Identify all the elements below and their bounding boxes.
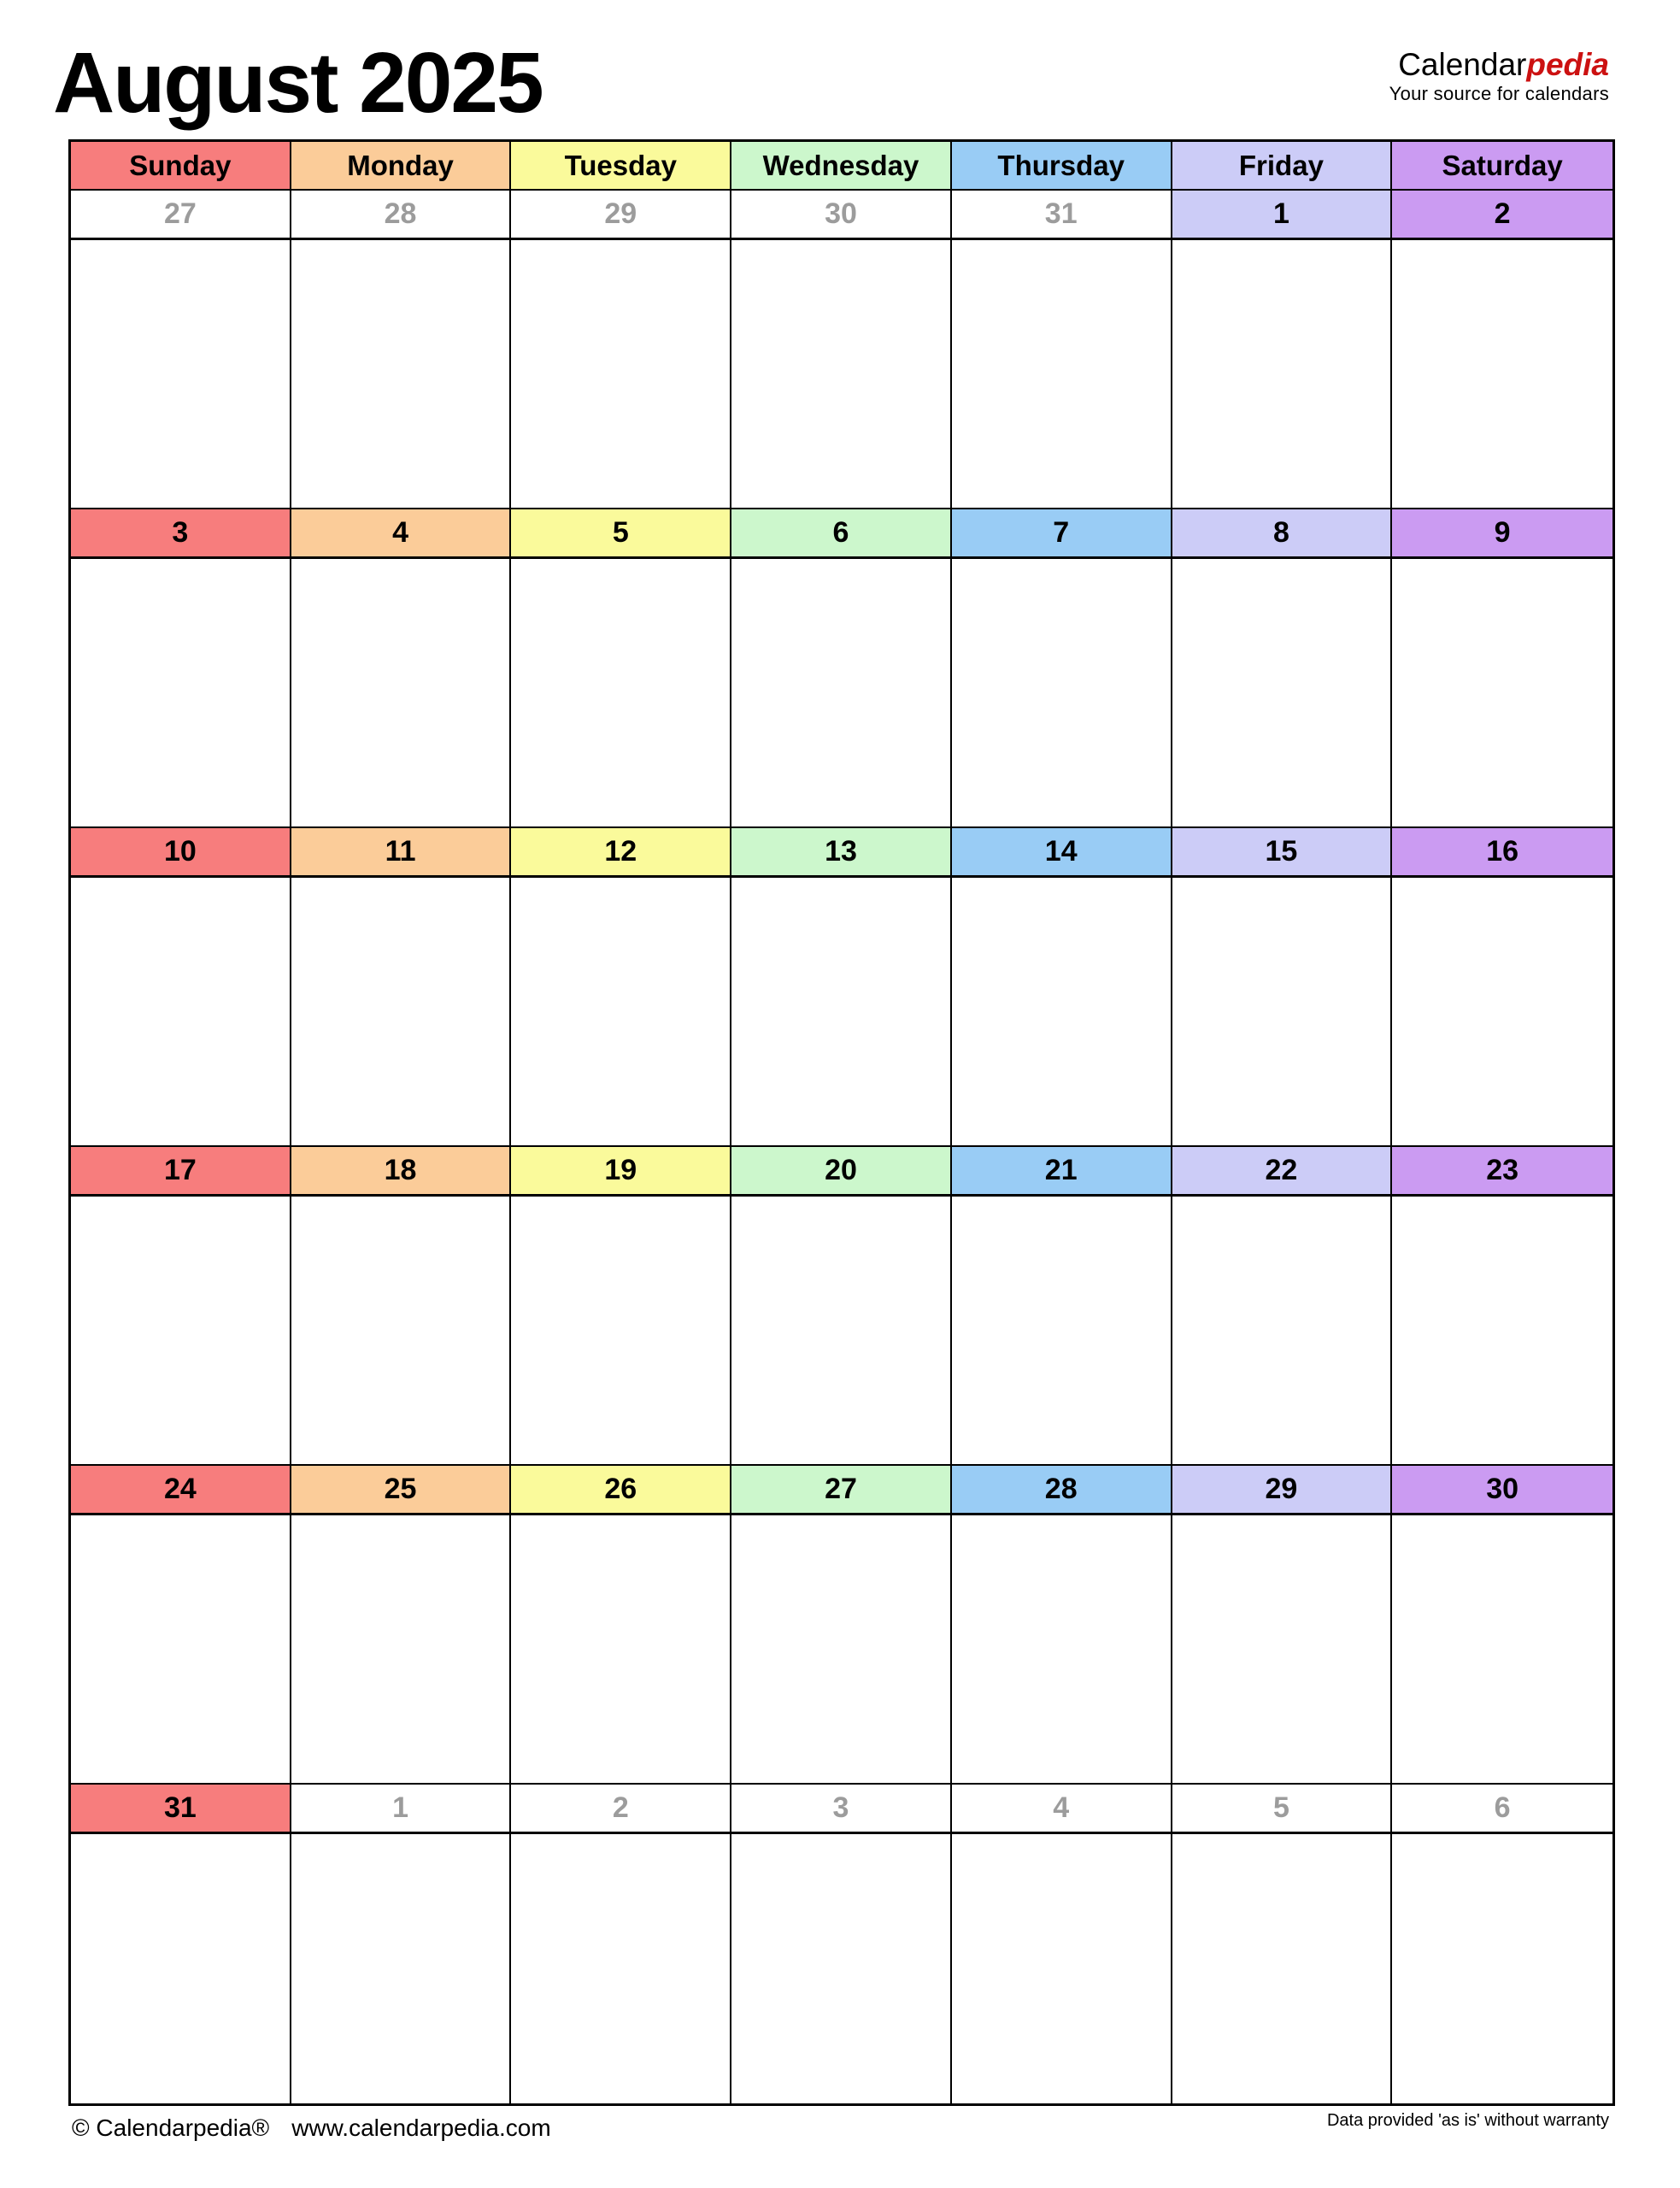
calendarpedia-logo bbox=[1389, 48, 1609, 104]
date-cell: 14 bbox=[952, 828, 1172, 878]
date-cell: 29 bbox=[511, 191, 731, 240]
footer-website: www.calendarpedia.com bbox=[291, 2114, 551, 2141]
notes-cell bbox=[291, 559, 512, 828]
weekday-header-monday: Monday bbox=[291, 142, 512, 191]
footer-disclaimer: Data provided 'as is' without warranty bbox=[1326, 2111, 1609, 2130]
date-cell: 7 bbox=[952, 509, 1172, 559]
notes-cell bbox=[511, 559, 731, 828]
notes-cell bbox=[511, 878, 731, 1147]
notes-cell bbox=[731, 1834, 952, 2103]
notes-cell bbox=[1392, 240, 1612, 509]
date-cell: 5 bbox=[511, 509, 731, 559]
notes-cell bbox=[952, 878, 1172, 1147]
date-cell: 26 bbox=[511, 1466, 731, 1515]
date-cell: 24 bbox=[71, 1466, 291, 1515]
notes-cell bbox=[1392, 878, 1612, 1147]
date-cell: 20 bbox=[731, 1147, 952, 1197]
notes-cell bbox=[511, 240, 731, 509]
date-cell: 28 bbox=[291, 191, 512, 240]
notes-cell bbox=[511, 1834, 731, 2103]
date-cell: 4 bbox=[952, 1785, 1172, 1834]
date-cell: 5 bbox=[1172, 1785, 1393, 1834]
notes-cell bbox=[952, 559, 1172, 828]
date-cell: 18 bbox=[291, 1147, 512, 1197]
notes-cell bbox=[291, 1515, 512, 1785]
notes-cell bbox=[952, 240, 1172, 509]
date-cell: 25 bbox=[291, 1466, 512, 1515]
notes-cell bbox=[731, 240, 952, 509]
notes-cell bbox=[1392, 559, 1612, 828]
notes-cell bbox=[291, 1197, 512, 1466]
notes-cell bbox=[71, 1515, 291, 1785]
notes-cell bbox=[1172, 1197, 1393, 1466]
date-cell: 31 bbox=[952, 191, 1172, 240]
weekday-header-wednesday: Wednesday bbox=[731, 142, 952, 191]
date-cell: 17 bbox=[71, 1147, 291, 1197]
notes-cell bbox=[952, 1834, 1172, 2103]
notes-cell bbox=[1172, 1834, 1393, 2103]
date-cell: 4 bbox=[291, 509, 512, 559]
date-cell: 9 bbox=[1392, 509, 1612, 559]
notes-cell bbox=[731, 878, 952, 1147]
notes-cell bbox=[1172, 240, 1393, 509]
date-cell: 30 bbox=[1392, 1466, 1612, 1515]
notes-cell bbox=[291, 878, 512, 1147]
calendar-grid bbox=[68, 139, 1615, 2106]
notes-cell bbox=[1172, 878, 1393, 1147]
footer-credit bbox=[72, 2114, 551, 2142]
weekday-header-tuesday: Tuesday bbox=[511, 142, 731, 191]
notes-cell bbox=[1392, 1834, 1612, 2103]
date-cell: 23 bbox=[1392, 1147, 1612, 1197]
notes-cell bbox=[71, 1834, 291, 2103]
notes-cell bbox=[1392, 1515, 1612, 1785]
date-cell: 2 bbox=[511, 1785, 731, 1834]
date-cell: 6 bbox=[731, 509, 952, 559]
logo-brand-red: pedia bbox=[1526, 47, 1609, 82]
weekday-header-sunday: Sunday bbox=[71, 142, 291, 191]
date-cell: 29 bbox=[1172, 1466, 1393, 1515]
notes-cell bbox=[71, 878, 291, 1147]
notes-cell bbox=[1392, 1197, 1612, 1466]
logo-brand-black: Calendar bbox=[1398, 47, 1527, 82]
notes-cell bbox=[71, 559, 291, 828]
notes-cell bbox=[731, 1197, 952, 1466]
date-cell: 3 bbox=[71, 509, 291, 559]
notes-cell bbox=[71, 1197, 291, 1466]
date-cell: 8 bbox=[1172, 509, 1393, 559]
notes-cell bbox=[511, 1515, 731, 1785]
notes-cell bbox=[291, 1834, 512, 2103]
date-cell: 6 bbox=[1392, 1785, 1612, 1834]
date-cell: 27 bbox=[731, 1466, 952, 1515]
notes-cell bbox=[291, 240, 512, 509]
notes-cell bbox=[1172, 559, 1393, 828]
notes-cell bbox=[1172, 1515, 1393, 1785]
notes-cell bbox=[71, 240, 291, 509]
page-title: August 2025 bbox=[53, 35, 543, 131]
notes-cell bbox=[731, 559, 952, 828]
footer-copyright: © Calendarpedia® bbox=[72, 2114, 270, 2141]
date-cell: 19 bbox=[511, 1147, 731, 1197]
date-cell: 2 bbox=[1392, 191, 1612, 240]
weekday-header-friday: Friday bbox=[1172, 142, 1393, 191]
weekday-header-thursday: Thursday bbox=[952, 142, 1172, 191]
notes-cell bbox=[731, 1515, 952, 1785]
date-cell: 28 bbox=[952, 1466, 1172, 1515]
date-cell: 22 bbox=[1172, 1147, 1393, 1197]
date-cell: 27 bbox=[71, 191, 291, 240]
notes-cell bbox=[952, 1515, 1172, 1785]
date-cell: 12 bbox=[511, 828, 731, 878]
date-cell: 16 bbox=[1392, 828, 1612, 878]
date-cell: 13 bbox=[731, 828, 952, 878]
date-cell: 10 bbox=[71, 828, 291, 878]
weekday-header-saturday: Saturday bbox=[1392, 142, 1612, 191]
date-cell: 11 bbox=[291, 828, 512, 878]
logo-wordmark bbox=[1389, 48, 1609, 83]
notes-cell bbox=[511, 1197, 731, 1466]
date-cell: 1 bbox=[291, 1785, 512, 1834]
logo-tagline: Your source for calendars bbox=[1389, 82, 1609, 104]
date-cell: 1 bbox=[1172, 191, 1393, 240]
date-cell: 3 bbox=[731, 1785, 952, 1834]
date-cell: 31 bbox=[71, 1785, 291, 1834]
date-cell: 30 bbox=[731, 191, 952, 240]
notes-cell bbox=[952, 1197, 1172, 1466]
date-cell: 21 bbox=[952, 1147, 1172, 1197]
date-cell: 15 bbox=[1172, 828, 1393, 878]
